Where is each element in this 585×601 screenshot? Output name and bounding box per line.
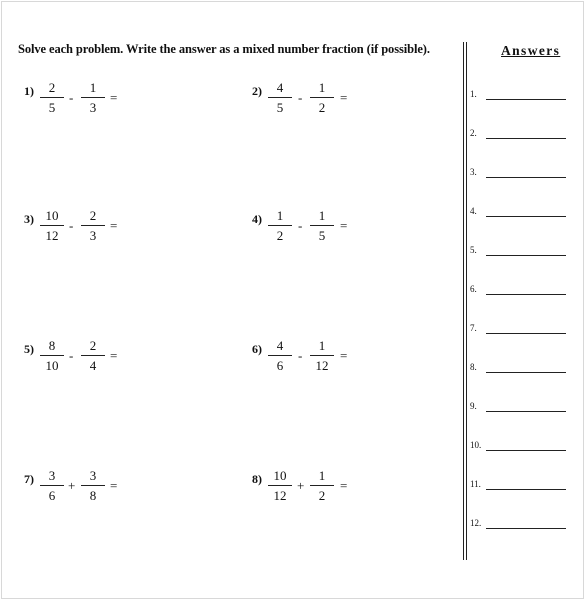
denominator: 12 xyxy=(273,488,287,503)
equals-sign: = xyxy=(340,218,348,233)
problem-7 xyxy=(24,468,144,512)
operator: - xyxy=(69,218,74,233)
answer-row-6 xyxy=(470,284,570,298)
fraction-bar xyxy=(268,355,292,356)
answer-number: 10. xyxy=(470,440,482,450)
answer-number: 9. xyxy=(470,401,477,411)
worksheet-page xyxy=(1,1,584,599)
numerator: 4 xyxy=(276,338,284,353)
answer-blank[interactable] xyxy=(486,411,566,412)
denominator: 3 xyxy=(89,228,97,243)
answer-number: 11. xyxy=(470,479,481,489)
problem-number: 3) xyxy=(24,212,34,226)
answer-number: 12. xyxy=(470,518,482,528)
numerator: 1 xyxy=(318,468,326,483)
denominator: 2 xyxy=(318,488,326,503)
operator: - xyxy=(298,348,303,363)
equals-sign: = xyxy=(110,478,118,493)
fraction-b xyxy=(81,468,105,503)
operator: + xyxy=(68,478,76,493)
answer-row-3 xyxy=(470,167,570,181)
problem-number: 2) xyxy=(252,84,262,98)
denominator: 2 xyxy=(276,228,284,243)
fraction-a xyxy=(268,80,292,115)
column-divider xyxy=(463,42,467,560)
fraction-a xyxy=(40,80,64,115)
problem-5 xyxy=(24,338,144,382)
fraction-b xyxy=(81,338,105,373)
numerator: 1 xyxy=(318,80,326,95)
fraction-bar xyxy=(268,97,292,98)
numerator: 1 xyxy=(318,208,326,223)
fraction-bar xyxy=(81,97,105,98)
denominator: 5 xyxy=(48,100,56,115)
denominator: 2 xyxy=(318,100,326,115)
problem-6 xyxy=(252,338,372,382)
problem-4 xyxy=(252,208,372,252)
numerator: 10 xyxy=(273,468,287,483)
problem-number: 7) xyxy=(24,472,34,486)
equals-sign: = xyxy=(110,90,118,105)
answer-blank[interactable] xyxy=(486,333,566,334)
fraction-bar xyxy=(81,485,105,486)
answer-blank[interactable] xyxy=(486,177,566,178)
fraction-bar xyxy=(268,225,292,226)
answer-row-1 xyxy=(470,89,570,103)
fraction-b xyxy=(310,80,334,115)
answer-blank[interactable] xyxy=(486,372,566,373)
problem-number: 4) xyxy=(252,212,262,226)
fraction-bar xyxy=(310,485,334,486)
problem-number: 5) xyxy=(24,342,34,356)
answer-number: 7. xyxy=(470,323,477,333)
operator: - xyxy=(298,90,303,105)
numerator: 2 xyxy=(89,208,97,223)
problem-8 xyxy=(252,468,372,512)
answer-row-5 xyxy=(470,245,570,259)
instructions: Solve each problem. Write the answer as a mixed number fraction (if possible). xyxy=(18,42,430,56)
fraction-b xyxy=(310,208,334,243)
answer-row-2 xyxy=(470,128,570,142)
operator: - xyxy=(69,90,74,105)
numerator: 8 xyxy=(48,338,56,353)
fraction-a xyxy=(268,338,292,373)
problem-2 xyxy=(252,80,372,124)
denominator: 5 xyxy=(276,100,284,115)
answer-blank[interactable] xyxy=(486,255,566,256)
problem-3 xyxy=(24,208,144,252)
fraction-bar xyxy=(268,485,292,486)
fraction-b xyxy=(310,338,334,373)
problem-1 xyxy=(24,80,144,124)
answer-row-10 xyxy=(470,440,570,454)
fraction-bar xyxy=(40,485,64,486)
answer-blank[interactable] xyxy=(486,99,566,100)
equals-sign: = xyxy=(340,348,348,363)
fraction-bar xyxy=(40,97,64,98)
denominator: 6 xyxy=(48,488,56,503)
numerator: 1 xyxy=(318,338,326,353)
numerator: 10 xyxy=(45,208,59,223)
fraction-a xyxy=(268,208,292,243)
denominator: 4 xyxy=(89,358,97,373)
numerator: 3 xyxy=(89,468,97,483)
answer-row-7 xyxy=(470,323,570,337)
denominator: 5 xyxy=(318,228,326,243)
answer-blank[interactable] xyxy=(486,489,566,490)
numerator: 3 xyxy=(48,468,56,483)
answer-blank[interactable] xyxy=(486,294,566,295)
answer-number: 2. xyxy=(470,128,477,138)
fraction-bar xyxy=(81,355,105,356)
numerator: 2 xyxy=(89,338,97,353)
answer-number: 1. xyxy=(470,89,477,99)
answer-blank[interactable] xyxy=(486,450,566,451)
answer-number: 4. xyxy=(470,206,477,216)
operator: - xyxy=(298,218,303,233)
fraction-b xyxy=(81,80,105,115)
answer-blank[interactable] xyxy=(486,138,566,139)
denominator: 12 xyxy=(45,228,59,243)
problem-number: 6) xyxy=(252,342,262,356)
numerator: 1 xyxy=(89,80,97,95)
answer-number: 6. xyxy=(470,284,477,294)
denominator: 6 xyxy=(276,358,284,373)
denominator: 10 xyxy=(45,358,59,373)
denominator: 3 xyxy=(89,100,97,115)
operator: - xyxy=(69,348,74,363)
numerator: 2 xyxy=(48,80,56,95)
equals-sign: = xyxy=(110,218,118,233)
fraction-a xyxy=(40,468,64,503)
fraction-b xyxy=(81,208,105,243)
fraction-a xyxy=(268,468,292,503)
fraction-a xyxy=(40,338,64,373)
answers-title: Answers xyxy=(501,43,561,58)
equals-sign: = xyxy=(110,348,118,363)
answer-number: 5. xyxy=(470,245,477,255)
equals-sign: = xyxy=(340,478,348,493)
answer-blank[interactable] xyxy=(486,216,566,217)
numerator: 1 xyxy=(276,208,284,223)
answer-row-4 xyxy=(470,206,570,220)
denominator: 8 xyxy=(89,488,97,503)
fraction-bar xyxy=(81,225,105,226)
answer-row-12 xyxy=(470,518,570,532)
equals-sign: = xyxy=(340,90,348,105)
problem-number: 8) xyxy=(252,472,262,486)
denominator: 12 xyxy=(315,358,329,373)
problem-number: 1) xyxy=(24,84,34,98)
answer-row-8 xyxy=(470,362,570,376)
answer-number: 8. xyxy=(470,362,477,372)
fraction-bar xyxy=(310,225,334,226)
fraction-b xyxy=(310,468,334,503)
fraction-bar xyxy=(310,97,334,98)
answer-number: 3. xyxy=(470,167,477,177)
fraction-bar xyxy=(40,225,64,226)
fraction-bar xyxy=(40,355,64,356)
answer-row-11 xyxy=(470,479,570,493)
fraction-bar xyxy=(310,355,334,356)
answer-row-9 xyxy=(470,401,570,415)
numerator: 4 xyxy=(276,80,284,95)
fraction-a xyxy=(40,208,64,243)
answer-blank[interactable] xyxy=(486,528,566,529)
operator: + xyxy=(297,478,305,493)
